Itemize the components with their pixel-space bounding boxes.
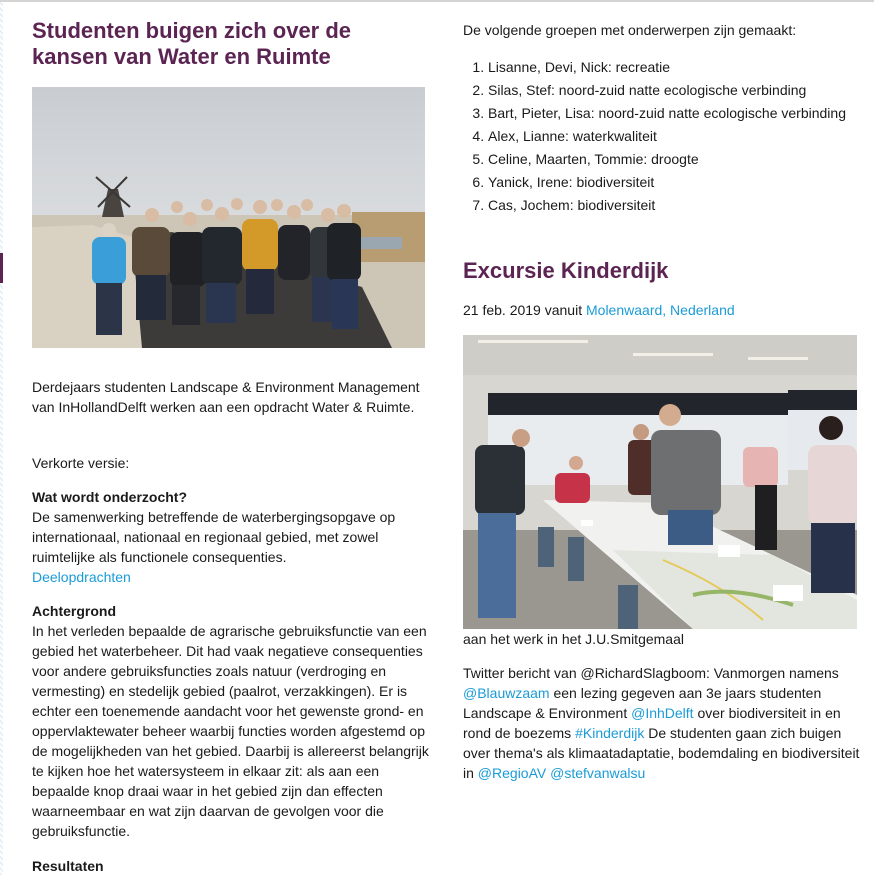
group-photo	[32, 87, 425, 348]
mention-inhdelft-link[interactable]: @InhDelft	[631, 705, 694, 721]
research-text: De samenwerking betreffende de waterbergingsopgave op internationaal, nationaal en regionaal gebied, met zowel ruimtelijke als functionele consequenties.	[32, 509, 396, 565]
excursion-dateline	[463, 300, 735, 320]
short-version-label: Verkorte versie:	[32, 455, 130, 471]
group-item: 3. Bart, Pieter, Lisa: noord-zuid natte ecologische verbinding	[488, 104, 863, 122]
group-item: 2. Silas, Stef: noord-zuid natte ecologische verbinding	[488, 81, 863, 99]
results-heading: Resultaten	[32, 858, 104, 874]
left-scroll-marker	[0, 253, 3, 283]
subtasks-link[interactable]: Deelopdrachten	[32, 569, 131, 585]
left-edge-pattern	[0, 2, 3, 875]
group-item: 4. Alex, Lianne: waterkwaliteit	[488, 127, 863, 145]
group-item: 6. Yanick, Irene: biodiversiteit	[488, 173, 863, 191]
tweet-part: een lezing gegeven aan 3e jaars studenten Landscape & Environment	[463, 685, 822, 721]
background-heading: Achtergrond	[32, 603, 116, 619]
mention-regioav-link[interactable]: @RegioAV	[477, 765, 547, 781]
group-photo-image	[32, 87, 425, 348]
photo-caption: aan het werk in het J.U.Smitgemaal	[463, 631, 684, 647]
research-section	[32, 487, 427, 587]
mention-blauwzaam-link[interactable]: @Blauwzaam	[463, 685, 550, 701]
tweet-part: over biodiversiteit in en rond de boezems	[463, 705, 841, 741]
article-title: Studenten buigen zich over de kansen van Water en Ruimte	[32, 18, 352, 69]
group-item: 7. Cas, Jochem: biodiversiteit	[488, 196, 863, 214]
workshop-photo	[463, 335, 857, 629]
groups-intro: De volgende groepen met onderwerpen zijn gemaakt:	[463, 22, 797, 38]
group-item: 5. Celine, Maarten, Tommie: droogte	[488, 150, 863, 168]
tweet-part: De studenten gaan zich buigen over thema's als klimaatadaptatie, bodemdaling en biodiversiteit in	[463, 725, 860, 781]
excursion-date: 21 feb. 2019 vanuit	[463, 302, 583, 318]
location-link[interactable]: Molenwaard, Nederland	[586, 302, 735, 318]
tweet-part: Twitter bericht van @RichardSlagboom: Vanmorgen namens	[463, 665, 839, 681]
groups-list	[463, 58, 863, 219]
tweet-text	[463, 663, 863, 783]
group-item: 1. Lisanne, Devi, Nick: recreatie	[488, 58, 863, 76]
excursion-title: Excursie Kinderdijk	[463, 258, 669, 283]
mention-stefvanwalsu-link[interactable]: @stefvanwalsu	[550, 765, 646, 781]
background-text: In het verleden bepaalde de agrarische gebruiksfunctie van een gebied het waterbeheer. Dit had vaak negatieve consequenties voor andere gebruiksfuncties zoals natuur (verdroging en vermesting) en stedelijk gebied (paalrot, verzakkingen). Er is echter een toenemende aandacht voor het gewenste grond- en oppervlaktewater beheer waarbij functies worden afgestemd op de mogelijkheden van het gebied. Daarbij is allereerst belangrijk te kijken hoe het watersysteem in elkaar zit: als aan een bepaalde knop draai waar in het gebied zijn dan effecten waarneembaar en wat zijn daarvan de gevolgen voor die gebruiksfunctie.	[32, 623, 429, 839]
top-border	[0, 0, 874, 2]
background-section	[32, 601, 432, 841]
hashtag-kinderdijk-link[interactable]: #Kinderdijk	[575, 725, 645, 741]
workshop-photo-image	[463, 335, 857, 629]
intro-text: Derdejaars studenten Landscape & Environment Management van InHollandDelft werken aan een opdracht Water & Ruimte.	[32, 379, 420, 415]
research-heading: Wat wordt onderzocht?	[32, 489, 188, 505]
